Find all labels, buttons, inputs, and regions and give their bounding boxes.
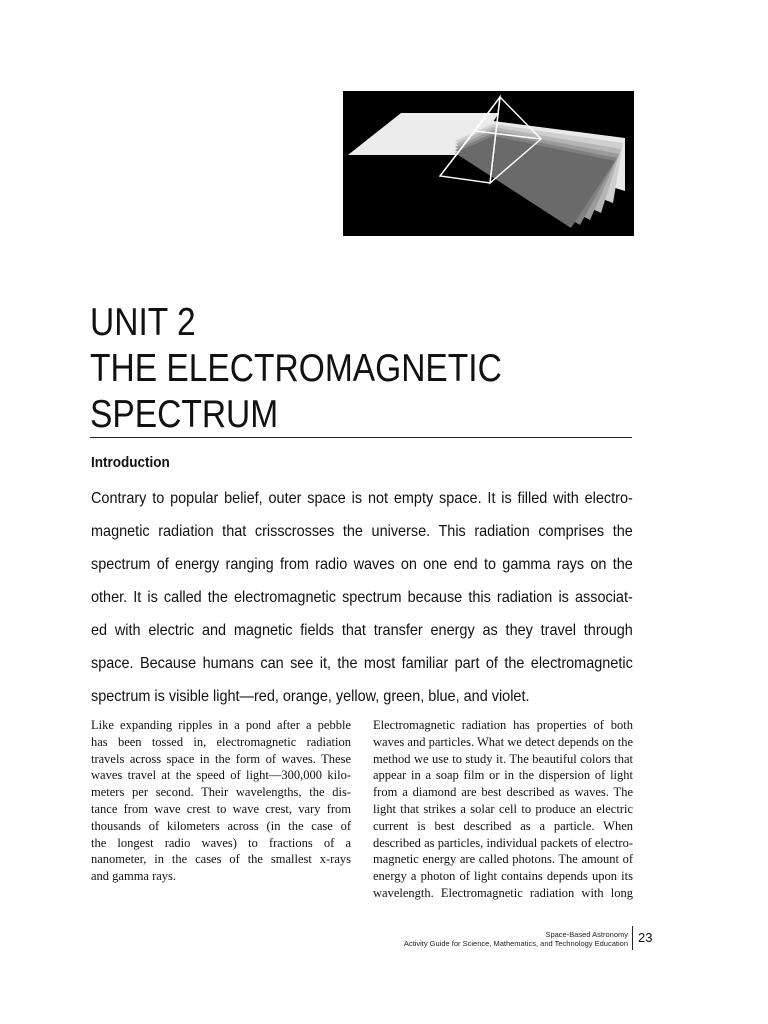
title-divider <box>90 437 632 438</box>
body-line: the longest radio waves) to fractions of a <box>91 835 351 850</box>
intro-line: other. It is called the electromagnetic spectrum because this radiation is associat- <box>91 589 633 606</box>
body-line: has been tossed in, electromagnetic radiation <box>91 734 351 749</box>
prism-icon <box>343 91 634 236</box>
unit-title-line: SPECTRUM <box>90 393 279 436</box>
body-line: Like expanding ripples in a pond after a pebble <box>91 718 351 732</box>
body-column-left <box>91 717 351 885</box>
footer-series-title: Space-Based Astronomy <box>545 930 628 939</box>
intro-line: Contrary to popular belief, outer space is not empty space. It is filled with electro- <box>91 490 633 507</box>
body-line: travels across space in the form of waves. These <box>91 751 351 766</box>
intro-line: spectrum of energy ranging from radio waves on one end to gamma rays on the <box>91 556 633 573</box>
body-line: method we use to study it. The beautiful colors that <box>373 751 633 766</box>
body-line: meters per second. Their wavelengths, the dis- <box>91 785 351 800</box>
body-line: nanometer, in the cases of the smallest x-rays <box>91 852 351 867</box>
unit-title-line: THE ELECTROMAGNETIC <box>90 347 502 390</box>
prism-dispersion-illustration <box>343 91 634 236</box>
page-number: 23 <box>638 930 653 945</box>
body-line: energy a photon of light contains depends upon its <box>373 869 633 884</box>
body-column-right <box>373 717 633 902</box>
body-line: appear in a soap film or in the dispersion of light <box>373 768 633 783</box>
intro-line: space. Because humans can see it, the most familiar part of the electromagnetic <box>91 655 633 672</box>
intro-line: magnetic radiation that crisscrosses the universe. This radiation comprises the <box>91 523 633 540</box>
body-line: waves travel at the speed of light—300,000 kilo- <box>91 768 351 783</box>
body-line: wavelength. Electromagnetic radiation with long <box>373 885 633 900</box>
footer-divider <box>632 926 633 950</box>
section-heading: Introduction <box>91 454 170 471</box>
running-footer <box>404 930 628 948</box>
body-line: Electromagnetic radiation has properties of both <box>373 718 633 732</box>
body-line: thousands of kilometers across (in the case of <box>91 818 351 833</box>
body-line: magnetic energy are called photons. The amount of <box>373 852 633 867</box>
body-line: tance from wave crest to wave crest, vary from <box>91 801 351 816</box>
footer-guide-title: Activity Guide for Science, Mathematics, and Technology Education <box>403 939 628 948</box>
intro-paragraph <box>91 482 633 713</box>
body-line: described as particles, individual packets of electro- <box>373 835 633 850</box>
unit-title-line: UNIT 2 <box>90 301 196 344</box>
body-line: light that strikes a solar cell to produce an electric <box>373 801 633 816</box>
body-line: and gamma rays. <box>91 869 177 884</box>
unit-title <box>90 300 559 438</box>
body-line: waves and particles. What we detect depends on the <box>373 734 633 749</box>
body-line: current is best described as a particle. When <box>373 818 633 833</box>
intro-line: spectrum is visible light—red, orange, yellow, green, blue, and violet. <box>91 688 530 705</box>
intro-line: ed with electric and magnetic fields that transfer energy as they travel through <box>91 622 633 639</box>
body-line: from a diamond are best described as waves. The <box>373 785 633 800</box>
